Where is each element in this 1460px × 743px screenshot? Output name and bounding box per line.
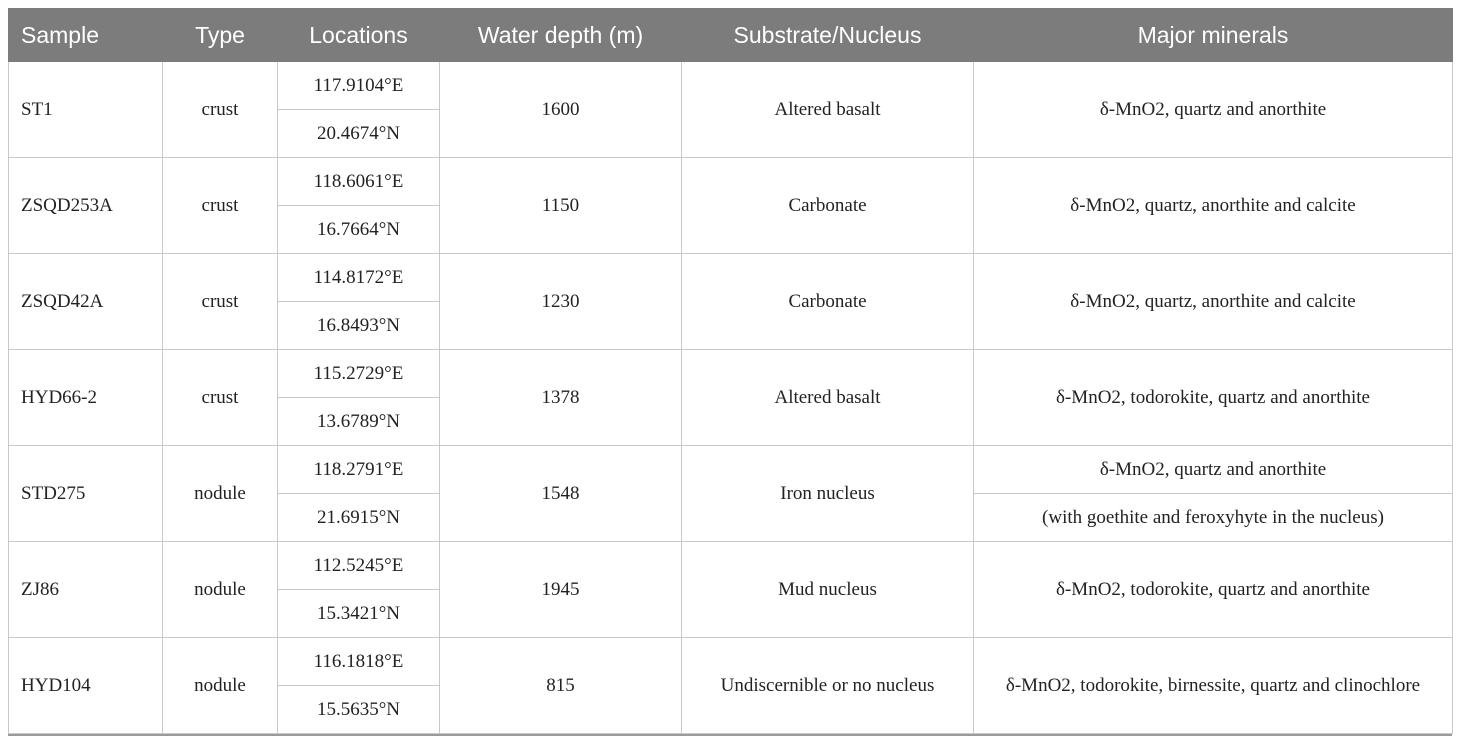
- header-row: [9, 9, 1453, 62]
- substrate-cell: Undiscernible or no nucleus: [682, 638, 974, 734]
- minerals-cell: δ-MnO2, quartz, anorthite and calcite: [974, 254, 1453, 350]
- minerals-cell: δ-MnO2, todorokite, quartz and anorthite: [974, 542, 1453, 638]
- latitude-cell: 16.8493°N: [278, 302, 440, 350]
- sample-minerals-table: [8, 8, 1453, 734]
- longitude-cell: 116.1818°E: [278, 638, 440, 686]
- minerals-note-cell: (with goethite and feroxyhyte in the nucleus): [974, 494, 1453, 542]
- substrate-cell: Carbonate: [682, 158, 974, 254]
- table-row: [9, 542, 1453, 590]
- header-type: Type: [163, 9, 278, 62]
- water-depth-cell: 1548: [440, 446, 682, 542]
- minerals-cell: δ-MnO2, todorokite, birnessite, quartz and clinochlore: [974, 638, 1453, 734]
- type-cell: crust: [163, 350, 278, 446]
- substrate-cell: Altered basalt: [682, 350, 974, 446]
- type-cell: nodule: [163, 638, 278, 734]
- sample-cell: ZSQD253A: [9, 158, 163, 254]
- substrate-cell: Iron nucleus: [682, 446, 974, 542]
- table-row: [9, 254, 1453, 302]
- type-cell: nodule: [163, 542, 278, 638]
- table-row: [9, 350, 1453, 398]
- latitude-cell: 16.7664°N: [278, 206, 440, 254]
- type-cell: crust: [163, 62, 278, 158]
- table-row: [9, 62, 1453, 110]
- latitude-cell: 20.4674°N: [278, 110, 440, 158]
- sample-cell: ZJ86: [9, 542, 163, 638]
- latitude-cell: 15.3421°N: [278, 590, 440, 638]
- table-body: [9, 62, 1453, 734]
- latitude-cell: 21.6915°N: [278, 494, 440, 542]
- sample-cell: ST1: [9, 62, 163, 158]
- type-cell: crust: [163, 158, 278, 254]
- water-depth-cell: 1150: [440, 158, 682, 254]
- header-sample: Sample: [9, 9, 163, 62]
- table-header: [9, 9, 1453, 62]
- longitude-cell: 118.6061°E: [278, 158, 440, 206]
- header-water-depth: Water depth (m): [440, 9, 682, 62]
- longitude-cell: 118.2791°E: [278, 446, 440, 494]
- minerals-cell: δ-MnO2, quartz and anorthite: [974, 62, 1453, 158]
- substrate-cell: Carbonate: [682, 254, 974, 350]
- type-cell: crust: [163, 254, 278, 350]
- sample-cell: HYD104: [9, 638, 163, 734]
- latitude-cell: 15.5635°N: [278, 686, 440, 734]
- table-row: [9, 158, 1453, 206]
- table-row: [9, 446, 1453, 494]
- water-depth-cell: 815: [440, 638, 682, 734]
- type-cell: nodule: [163, 446, 278, 542]
- water-depth-cell: 1378: [440, 350, 682, 446]
- minerals-table-container: [8, 8, 1452, 736]
- table-row: [9, 638, 1453, 686]
- minerals-cell: δ-MnO2, quartz and anorthite: [974, 446, 1453, 494]
- header-substrate-nucleus: Substrate/Nucleus: [682, 9, 974, 62]
- water-depth-cell: 1945: [440, 542, 682, 638]
- longitude-cell: 112.5245°E: [278, 542, 440, 590]
- longitude-cell: 115.2729°E: [278, 350, 440, 398]
- longitude-cell: 117.9104°E: [278, 62, 440, 110]
- substrate-cell: Altered basalt: [682, 62, 974, 158]
- minerals-cell: δ-MnO2, quartz, anorthite and calcite: [974, 158, 1453, 254]
- sample-cell: ZSQD42A: [9, 254, 163, 350]
- water-depth-cell: 1230: [440, 254, 682, 350]
- water-depth-cell: 1600: [440, 62, 682, 158]
- longitude-cell: 114.8172°E: [278, 254, 440, 302]
- sample-cell: HYD66-2: [9, 350, 163, 446]
- minerals-cell: δ-MnO2, todorokite, quartz and anorthite: [974, 350, 1453, 446]
- latitude-cell: 13.6789°N: [278, 398, 440, 446]
- header-major-minerals: Major minerals: [974, 9, 1453, 62]
- header-locations: Locations: [278, 9, 440, 62]
- sample-cell: STD275: [9, 446, 163, 542]
- substrate-cell: Mud nucleus: [682, 542, 974, 638]
